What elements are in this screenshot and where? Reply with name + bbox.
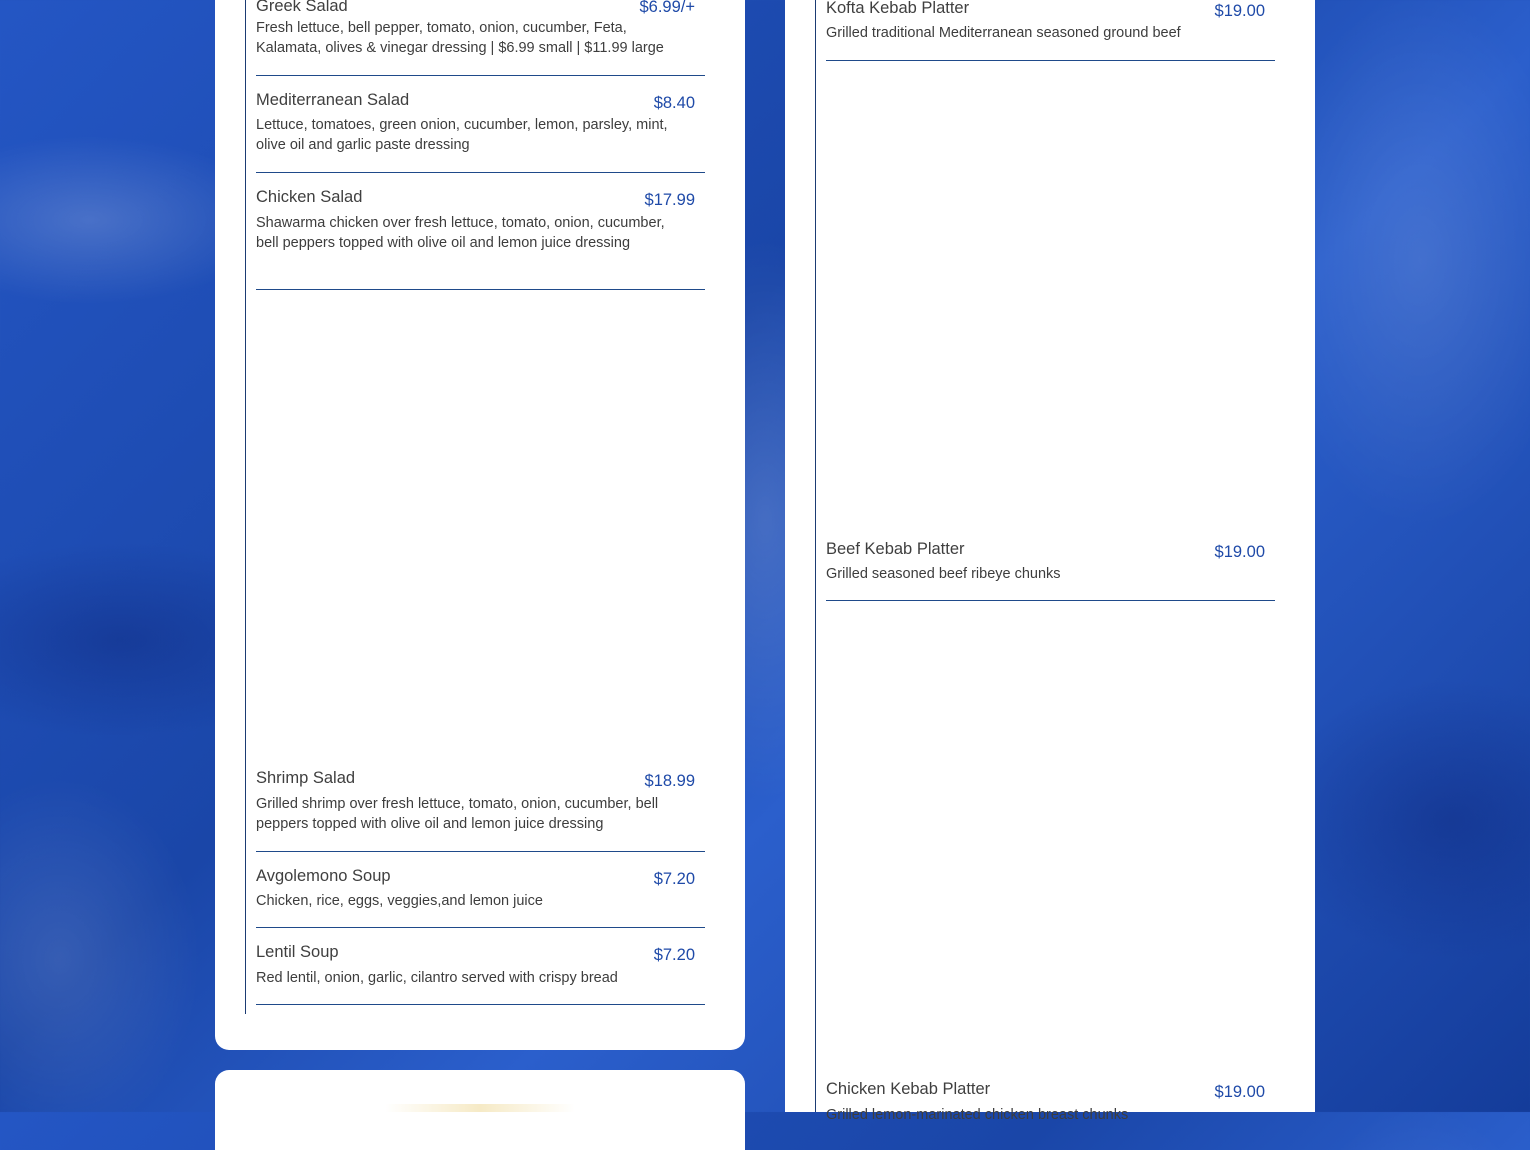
- menu-item-price: $7.20: [653, 870, 695, 888]
- menu-item-name: Shrimp Salad: [256, 769, 356, 787]
- menu-item-chicken-kebab-platter[interactable]: [826, 1079, 1275, 1123]
- menu-item-name: Lentil Soup: [256, 943, 339, 961]
- menu-item-name: Chicken Kebab Platter: [826, 1080, 991, 1098]
- menu-item-description: Red lentil, onion, garlic, cilantro served with crispy bread: [256, 970, 618, 986]
- menu-item-shrimp-salad[interactable]: [256, 768, 705, 852]
- menu-item-chicken-salad[interactable]: [256, 187, 705, 290]
- menu-item-description: Chicken, rice, eggs, veggies,and lemon juice: [256, 893, 543, 909]
- menu-item-description: Grilled lemon-marinated chicken breast chunks: [826, 1107, 1129, 1123]
- menu-item-name: Greek Salad: [256, 0, 348, 15]
- menu-item-name: Kofta Kebab Platter: [826, 0, 970, 17]
- menu-item-lentil-soup[interactable]: [256, 942, 705, 1005]
- menu-item-name: Avgolemono Soup: [256, 867, 391, 885]
- menu-item-description: Lettuce, tomatoes, green onion, cucumber, lemon, parsley, mint, olive oil and garlic paste dressing: [256, 117, 668, 154]
- menu-item-name: Mediterranean Salad: [256, 91, 410, 109]
- menu-item-price: $7.20: [653, 946, 695, 964]
- menu-item-description: Grilled traditional Mediterranean seasoned ground beef: [826, 25, 1181, 41]
- left-card-border-line: [245, 0, 246, 1014]
- menu-item-price: $8.40: [653, 94, 695, 112]
- menu-item-greek-salad[interactable]: [256, 0, 705, 76]
- menu-item-kofta-kebab-platter[interactable]: [826, 0, 1275, 61]
- menu-item-mediterranean-salad[interactable]: [256, 90, 705, 173]
- menu-item-description: Fresh lettuce, bell pepper, tomato, onion, cucumber, Feta, Kalamata, olives & vinegar dressing | $6.99 small | $11.99 large: [256, 20, 664, 57]
- menu-item-description: Grilled shrimp over fresh lettuce, tomato, onion, cucumber, bell peppers topped with olive oil and lemon juice dressing: [256, 796, 659, 833]
- menu-item-price: $19.00: [1214, 1083, 1265, 1101]
- menu-item-price: $17.99: [644, 191, 695, 209]
- menu-item-price: $19.00: [1214, 543, 1265, 561]
- menu-item-price: $18.99: [644, 772, 695, 790]
- menu-item-price: $6.99/+: [639, 0, 695, 16]
- menu-item-name: Beef Kebab Platter: [826, 540, 965, 558]
- right-card-border-line: [815, 0, 816, 1112]
- menu-item-description: Grilled seasoned beef ribeye chunks: [826, 566, 1061, 582]
- menu-item-name: Chicken Salad: [256, 188, 363, 206]
- menu-item-price: $19.00: [1214, 2, 1265, 20]
- menu-item-description: Shawarma chicken over fresh lettuce, tomato, onion, cucumber, bell peppers topped with olive oil and lemon juice dressing: [256, 215, 665, 252]
- card-image-hint: [385, 1104, 575, 1112]
- menu-item-beef-kebab-platter[interactable]: [826, 539, 1275, 601]
- menu-item-avgolemono-soup[interactable]: [256, 866, 705, 928]
